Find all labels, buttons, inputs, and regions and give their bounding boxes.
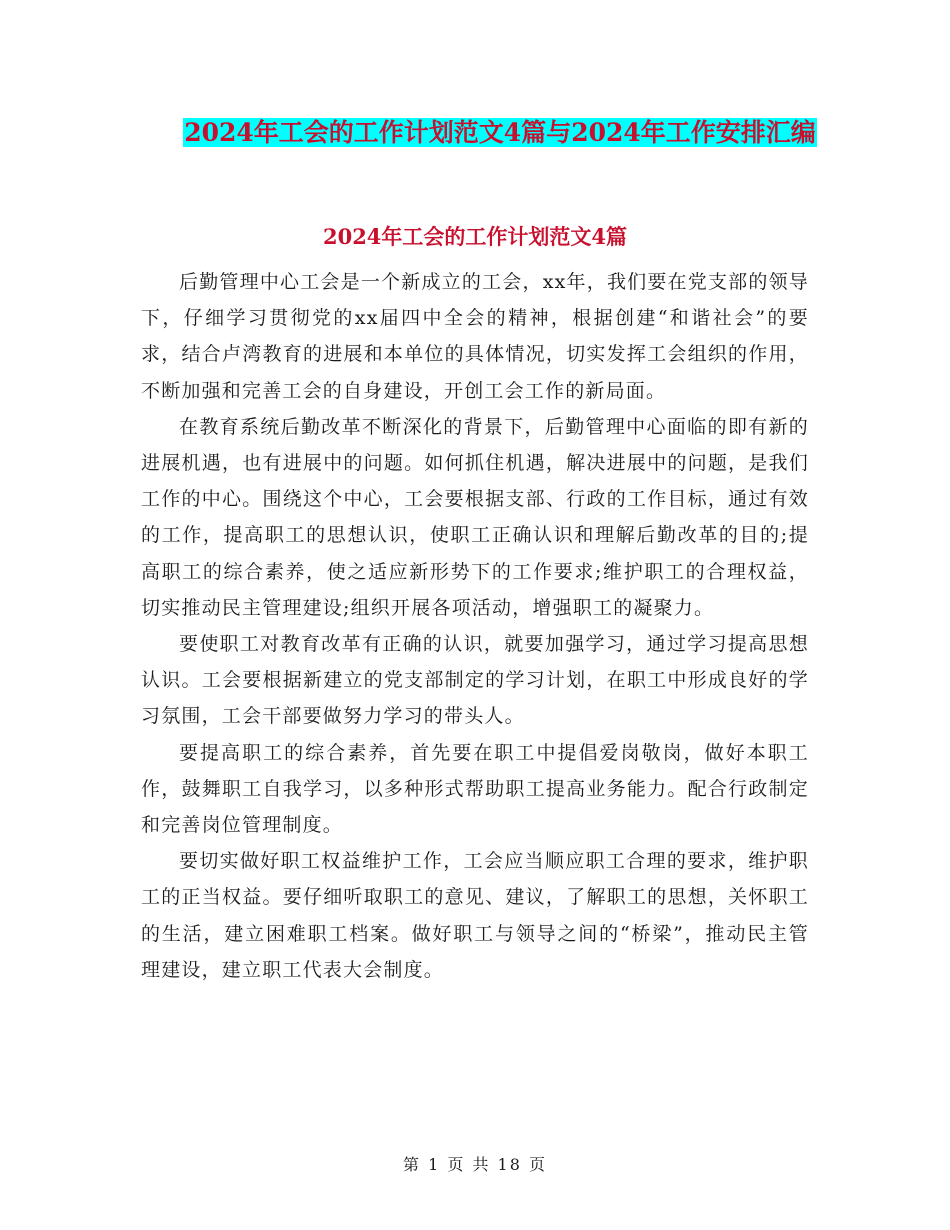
paragraph: 后勤管理中心工会是一个新成立的工会，xx年，我们要在党支部的领导下，仔细学习贯彻党的xx届四中全会的精神，根据创建“和谐社会”的要求，结合卢湾教育的进展和本单位的具体情况，切实发挥工会组织的作用，不断加强和完善工会的自身建设，开创工会工作的新局面。	[141, 271, 809, 402]
document-body	[141, 264, 809, 988]
paragraph: 要使职工对教育改革有正确的认识，就要加强学习，通过学习提高思想认识。工会要根据新建立的党支部制定的学习计划，在职工中形成良好的学习氛围，工会干部要做努力学习的带头人。	[141, 633, 809, 728]
paragraph: 在教育系统后勤改革不断深化的背景下，后勤管理中心面临的即有新的进展机遇，也有进展中的问题。如何抓住机遇，解决进展中的问题，是我们工作的中心。围绕这个中心，工会要根据支部、行政的工作目标，通过有效的工作，提高职工的思想认识，使职工正确认识和理解后勤改革的目的;提高职工的综合素养，使之适应新形势下的工作要求;维护职工的合理权益，切实推动民主管理建设;组织开展各项活动，增强职工的凝聚力。	[141, 415, 809, 619]
document-title-text: 2024年工会的工作计划范文4篇与2024年工作安排汇编	[184, 118, 816, 147]
page-footer: 第 1 页 共 18 页	[403, 1155, 547, 1174]
document-title	[140, 112, 860, 154]
paragraph: 要提高职工的综合素养，首先要在职工中提倡爱岗敬岗，做好本职工作，鼓舞职工自我学习，以多种形式帮助职工提高业务能力。配合行政制定和完善岗位管理制度。	[141, 741, 809, 837]
paragraph: 要切实做好职工权益维护工作，工会应当顺应职工合理的要求，维护职工的正当权益。要仔细听取职工的意见、建议，了解职工的思想，关怀职工的生活，建立困难职工档案。做好职工与领导之间的“桥梁”，推动民主管理建设，建立职工代表大会制度。	[141, 850, 809, 981]
section-title: 2024年工会的工作计划范文4篇	[322, 224, 628, 249]
